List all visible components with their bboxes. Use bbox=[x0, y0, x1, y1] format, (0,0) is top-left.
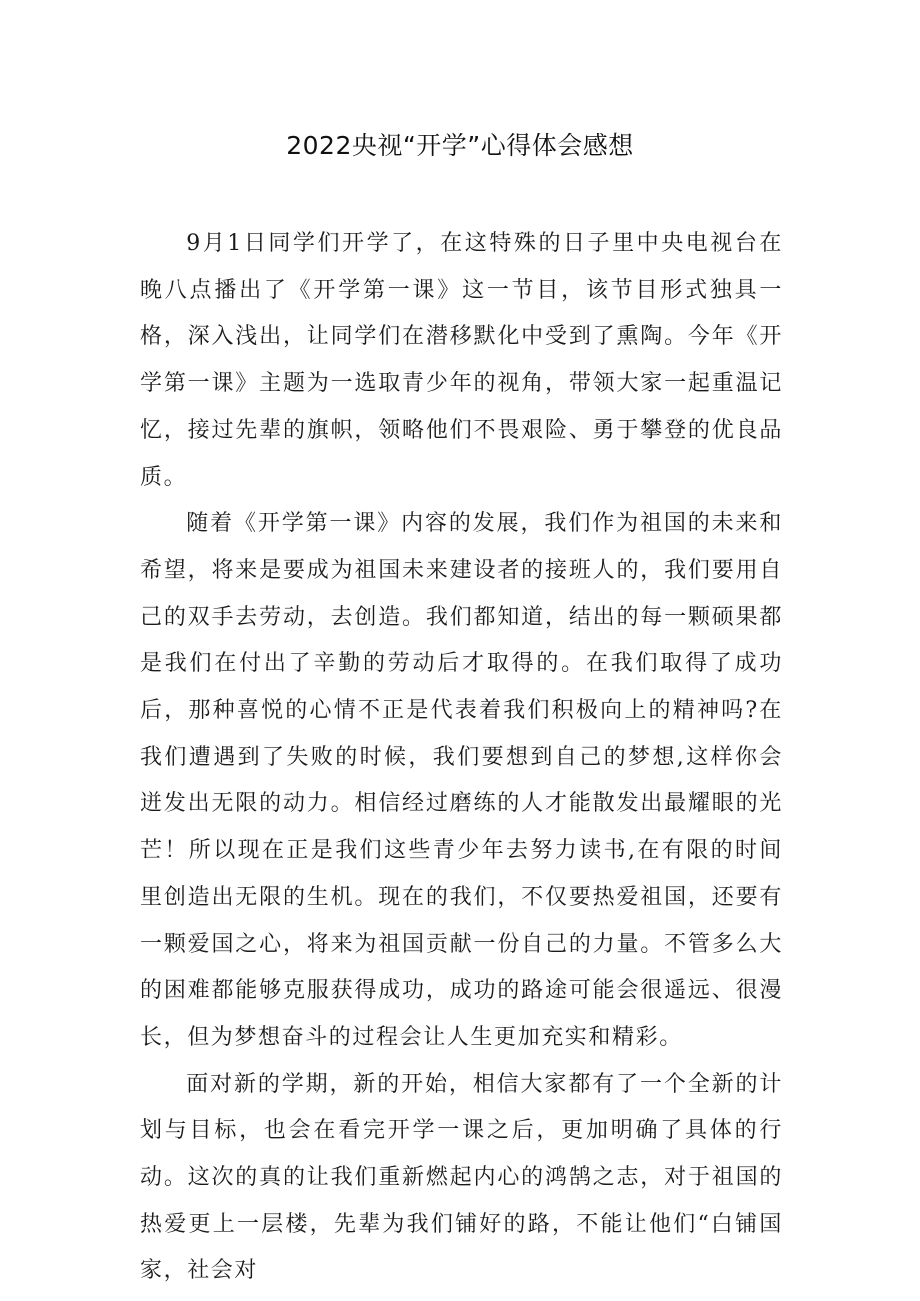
document-body bbox=[140, 221, 783, 1295]
paragraph-2: 随着《开学第一课》内容的发展，我们作为祖国的未来和希望，将来是要成为祖国未来建设者的接班人的，我们要用自己的双手去劳动，去创造。我们都知道，结出的每一颗硕果都是我们在付出了辛勤的劳动后才取得的。在我们取得了成功后，那种喜悦的心情不正是代表着我们积极向上的精神吗?在我们遭遇到了失败的时候，我们要想到自己的梦想,这样你会迸发出无限的动力。相信经过磨练的人才能散发出最耀眼的光芒！所以现在正是我们这些青少年去努力读书,在有限的时间里创造出无限的生机。现在的我们，不仅要热爱祖国，还要有一颗爱国之心，将来为祖国贡献一份自己的力量。不管多么大的困难都能够克服获得成功，成功的路途可能会很遥远、很漫长，但为梦想奋斗的过程会让人生更加充实和精彩。 bbox=[140, 511, 783, 1050]
paragraph-3: 面对新的学期，新的开始，相信大家都有了一个全新的计划与目标，也会在看完开学一课之后，更加明确了具体的行动。这次的真的让我们重新燃起内心的鸿鹄之志，对于祖国的热爱更上一层楼，先辈为我们铺好的路，不能让他们“白铺国家，社会对 bbox=[140, 1071, 783, 1284]
document-title: 2022央视“开学”心得体会感想 bbox=[286, 131, 634, 160]
paragraph-1: 9月1日同学们开学了，在这特殊的日子里中央电视台在晚八点播出了《开学第一课》这一节目，该节目形式独具一格，深入浅出，让同学们在潜移默化中受到了熏陶。今年《开学第一课》主题为一选取青少年的视角，带领大家一起重温记忆，接过先辈的旗帜，领略他们不畏艰险、勇于攀登的优良品质。 bbox=[140, 231, 783, 490]
